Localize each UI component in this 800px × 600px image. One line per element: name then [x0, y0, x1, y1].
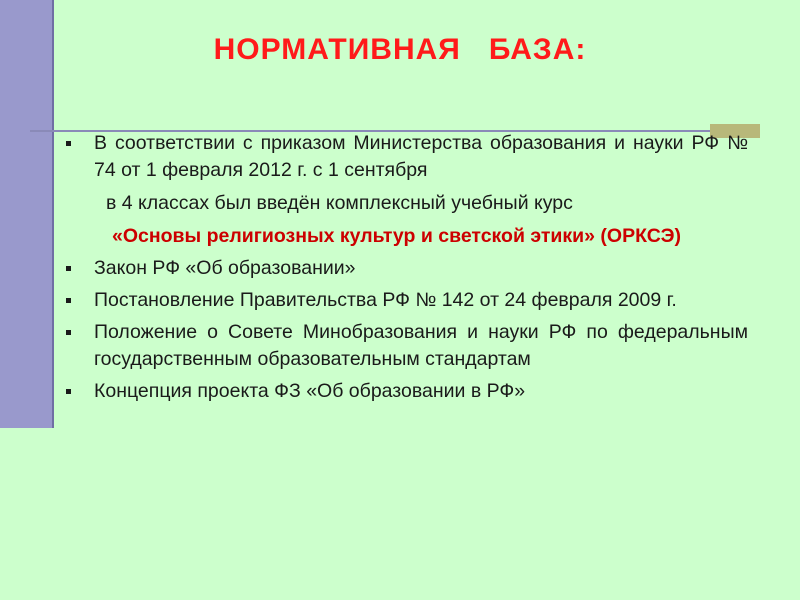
course-name-highlight: «Основы религиозных культур и светской этики» (ОРКСЭ) [112, 225, 681, 247]
bullet-icon [66, 266, 71, 271]
list-item [66, 319, 748, 373]
bullet-list [66, 130, 748, 405]
list-item-text: В соответствии с приказом Министерства образования и науки РФ № 74 от 1 февраля 2012 г. с 1 сентября [94, 132, 748, 181]
bullet-icon [66, 141, 71, 146]
list-item-text: Концепция проекта ФЗ «Об образовании в РФ» [94, 380, 526, 402]
bullet-icon [66, 298, 71, 303]
list-item [66, 287, 748, 314]
list-item-text: Постановление Правительства РФ № 142 от 24 февраля 2009 г. [94, 289, 677, 311]
list-item-text: Закон РФ «Об образовании» [94, 257, 356, 279]
list-item-text: Положение о Совете Минобразования и науки РФ по федеральным государственным образовательным стандартам [94, 321, 748, 370]
list-item [66, 255, 748, 282]
bullet-icon [66, 330, 71, 335]
list-item [66, 378, 748, 405]
list-item-continuation: в 4 классах был введён комплексный учебный курс [106, 192, 573, 214]
bullet-icon [66, 389, 71, 394]
list-item [66, 130, 748, 250]
slide-title: НОРМАТИВНАЯ БАЗА: [213, 33, 587, 66]
